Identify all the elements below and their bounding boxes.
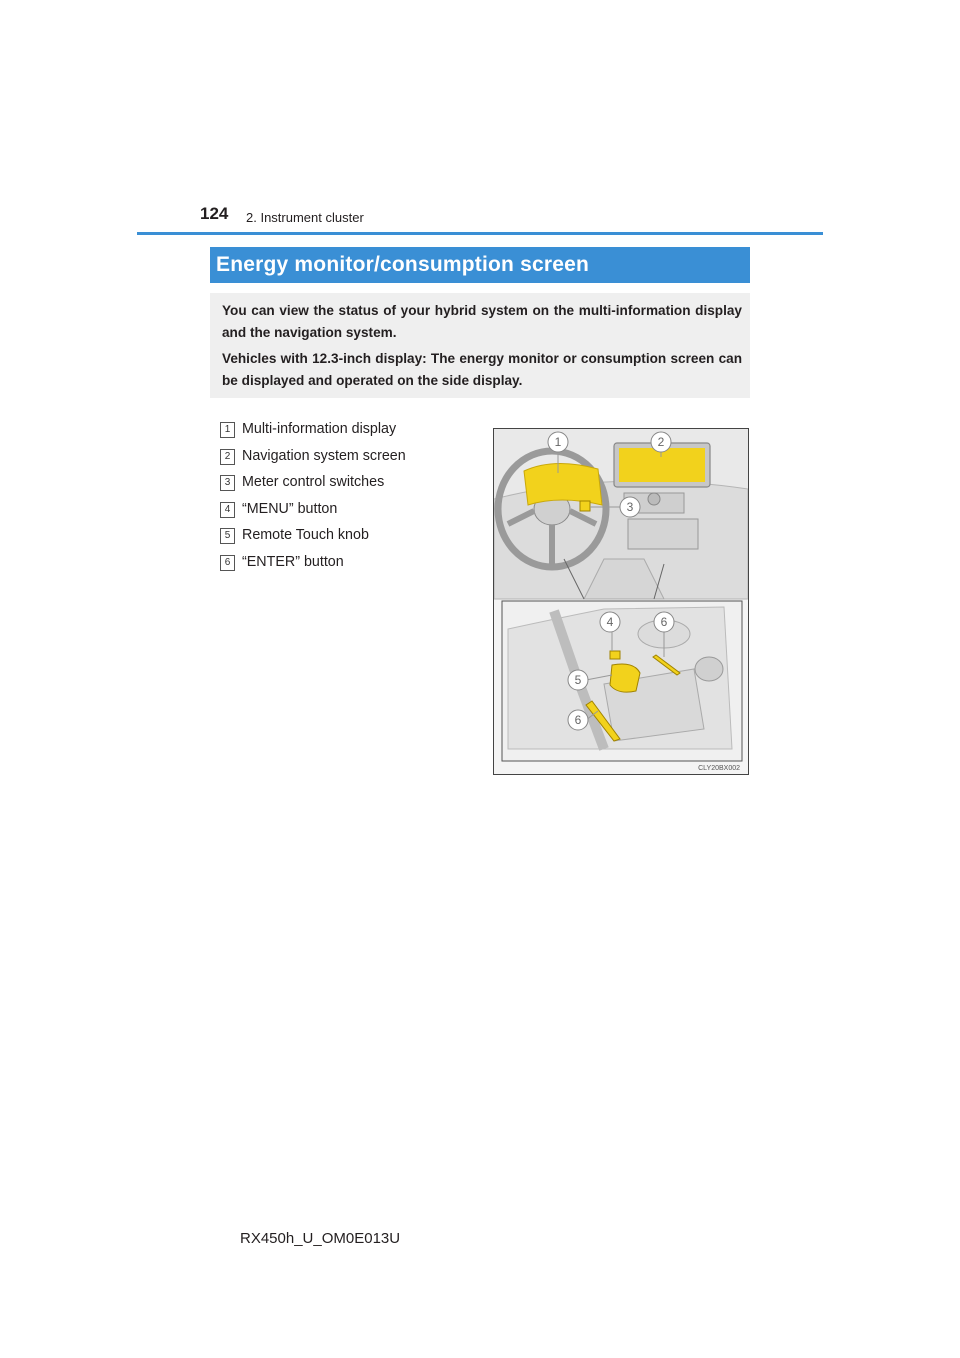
legend-number: 1 <box>220 422 235 438</box>
legend-number: 3 <box>220 475 235 491</box>
section-title-bar <box>210 247 750 283</box>
legend-number: 4 <box>220 502 235 518</box>
callout-label: 4 <box>606 615 614 629</box>
legend-number: 5 <box>220 528 235 544</box>
callout-label: 6 <box>574 713 582 727</box>
legend-label: Multi-information display <box>242 421 397 437</box>
section-title: Energy monitor/consumption screen <box>216 253 589 276</box>
header-rule <box>137 232 823 235</box>
legend-label: Meter control switches <box>242 474 385 490</box>
legend-number: 6 <box>220 555 235 571</box>
callout-label: 1 <box>554 435 562 449</box>
callout-label: 2 <box>657 435 665 449</box>
legend-label: “MENU” button <box>242 500 338 517</box>
legend-label: Remote Touch knob <box>242 527 369 543</box>
chapter-title: 2. Instrument cluster <box>246 210 364 225</box>
page-number: 124 <box>200 204 229 223</box>
callout-label: 6 <box>660 615 668 629</box>
legend-label: “ENTER” button <box>242 553 344 570</box>
intro-box <box>210 293 750 398</box>
cockpit-drawing <box>494 429 748 774</box>
callout-label: 3 <box>626 500 634 514</box>
legend-label: Navigation system screen <box>242 447 406 464</box>
cockpit-illustration <box>493 428 749 775</box>
callout-label: 5 <box>574 673 582 687</box>
legend-number: 2 <box>220 449 235 465</box>
footer-doc-id: RX450h_U_OM0E013U <box>240 1230 401 1247</box>
intro-paragraph: You can view the status of your hybrid system on the multi-information display and the navigation system. <box>222 303 742 340</box>
figure-code: CLY20BX002 <box>698 765 740 772</box>
intro-paragraph: Vehicles with 12.3-inch display: The energy monitor or consumption screen can be displayed and operated on the side display. <box>222 351 742 388</box>
